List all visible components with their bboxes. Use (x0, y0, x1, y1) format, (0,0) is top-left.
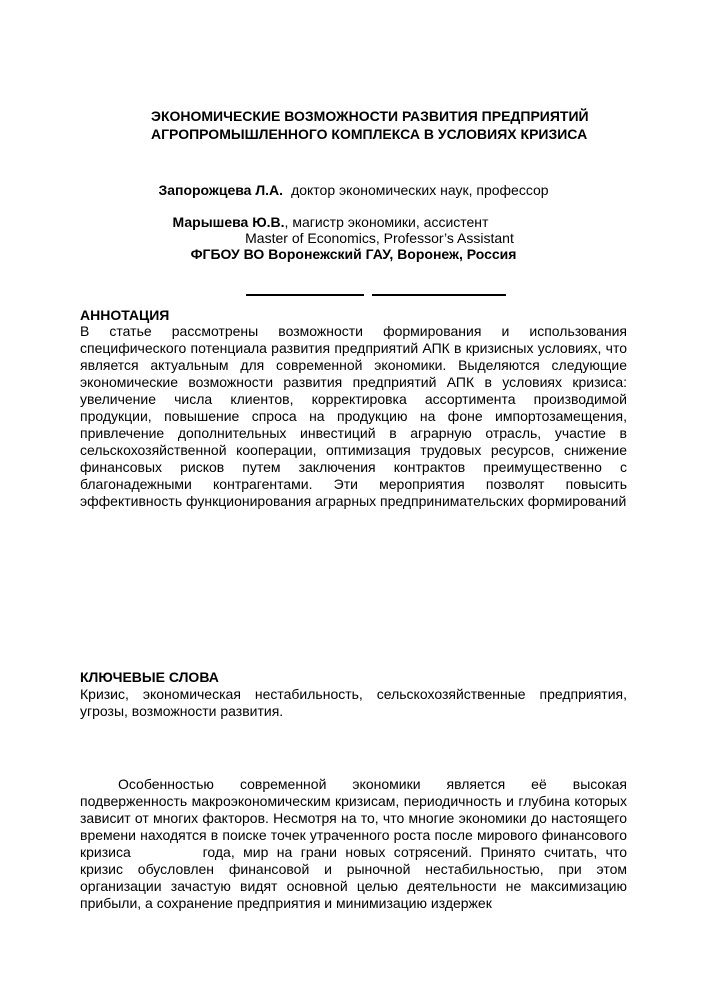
redacted-year-gap (139, 856, 194, 857)
author-1-name: Запорожцева Л.А. (158, 182, 284, 198)
paper-title (151, 107, 589, 143)
paper-title-line-1: ЭКОНОМИЧЕСКИЕ ВОЗМОЖНОСТИ РАЗВИТИЯ ПРЕДПРИЯТИЙ (151, 108, 589, 124)
author-2-credentials: , магистр экономики, ассистент (284, 214, 489, 230)
keywords-text: Кризис, экономическая нестабильность, сельскохозяйственные предприятия, угрозы, возможности развития. (80, 686, 627, 719)
annotation-heading: АННОТАЦИЯ (80, 307, 170, 323)
author-2-note-en: Master of Economics, Professor’s Assistant (245, 230, 514, 246)
body-paragraph-after-gap: года, мир на грани новых сотрясений. Принято считать, что кризис обусловлен финансовой и рыночной нестабильностью, при этом организации зачастую видят основной целью деятельности не максимизацию прибыли, а сохранение предприятия и минимизацию издержек (80, 844, 628, 911)
author-line-2 (57, 214, 604, 231)
author-1-credentials: доктор экономических наук, профессор (291, 182, 549, 198)
paper-title-line-2: АГРОПРОМЫШЛЕННОГО КОМПЛЕКСА В УСЛОВИЯХ КРИЗИСА (151, 126, 588, 142)
author-2-name: Марышева Ю.В. (172, 214, 285, 230)
body-paragraph (80, 776, 627, 912)
affiliation-line: ФГБОУ ВО Воронежский ГАУ, Воронеж, Россия (190, 246, 517, 262)
keywords-heading: КЛЮЧЕВЫЕ СЛОВА (80, 669, 219, 685)
separator-line-left (246, 294, 364, 296)
body-paragraph-before-gap: Особенностью современной экономики является её высокая подверженность макроэкономическим кризисам, периодичность и глубина которых зависит от многих факторов. Несмотря на то, что многие экономики до настоящего времени находятся в поиске точек утраченного роста после мирового финансового кризиса (80, 776, 627, 860)
separator-line-right (372, 294, 506, 296)
annotation-text: В статье рассмотрены возможности формирования и использования специфического потенциала развития предприятий АПК в кризисных условиях, что является актуальным для современной экономики. Выделяются следующие экономические возможности развития предприятий АПК в условиях кризиса: увеличение числа клиентов, корректировка ассортимента производимой продукции, повышение спроса на продукцию на фоне импортозамещения, привлечение дополнительных инвестиций в аграрную отрасль, участие в сельскохозяйственной кооперации, оптимизация трудовых ресурсов, снижение финансовых рисков путем заключения контрактов преимущественно с благонадежными контрагентами. Эти мероприятия позволят повысить эффективность функционирования аграрных предпринимательских формирований (80, 323, 627, 509)
author-line-1 (80, 182, 627, 199)
